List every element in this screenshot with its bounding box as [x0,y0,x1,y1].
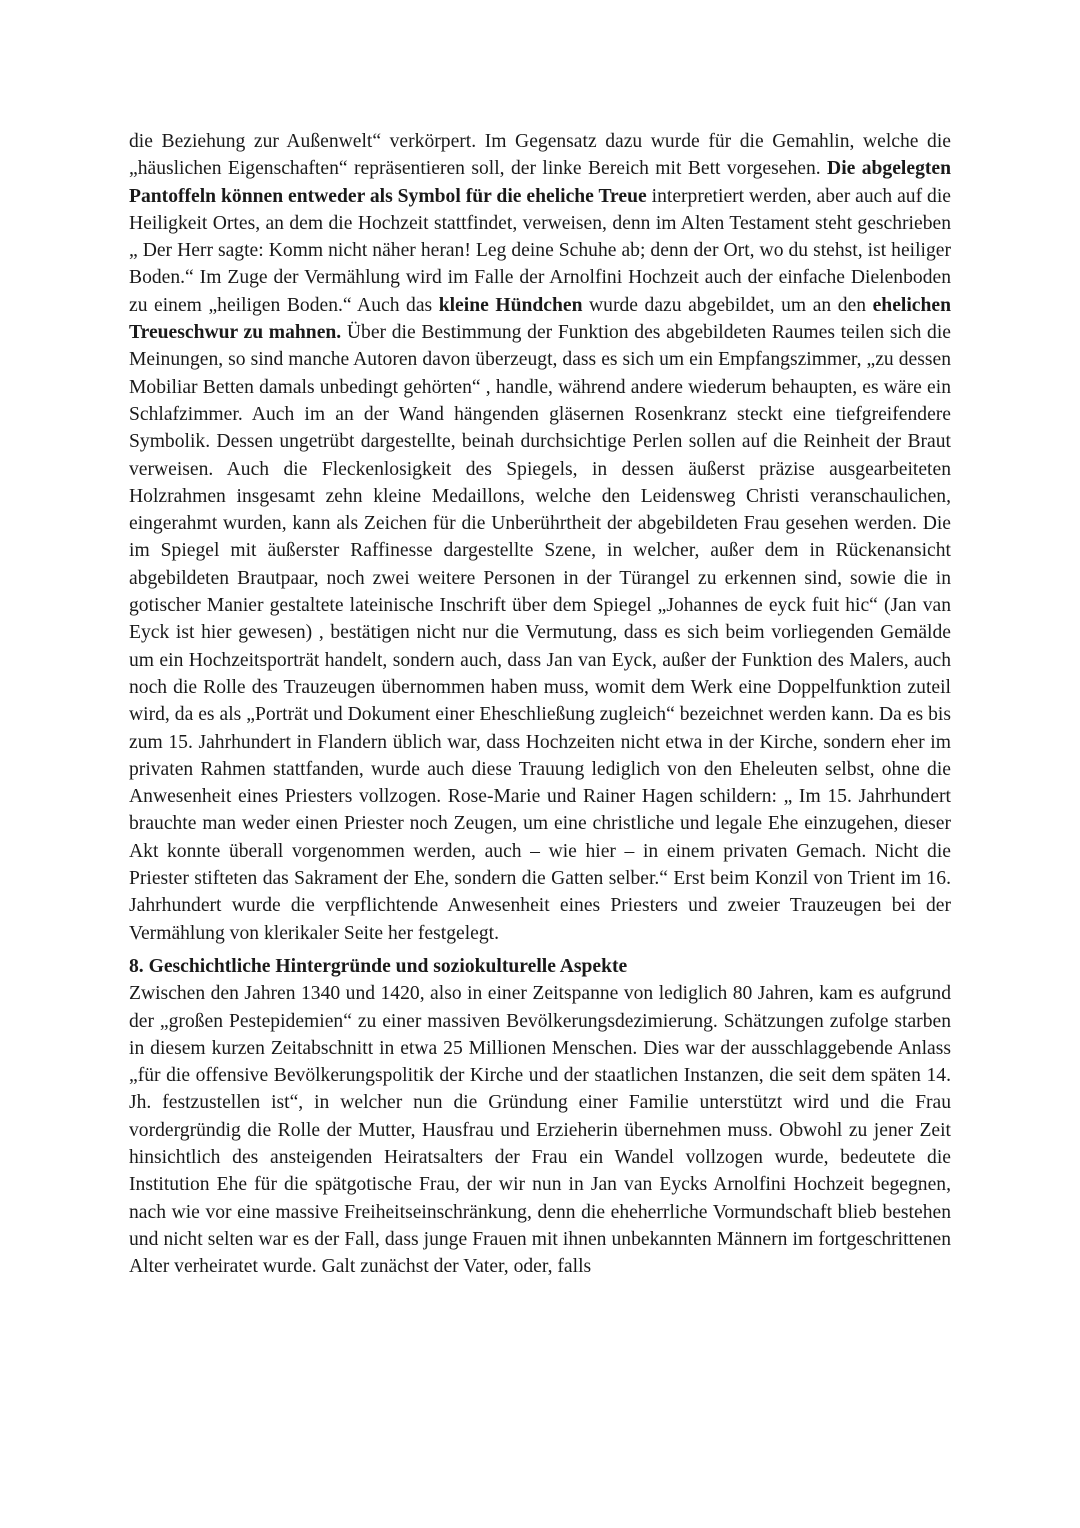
bold-text-run: kleine Hündchen [438,294,583,316]
section-heading: 8. Geschichtliche Hintergründe und soziokulturelle Aspekte [129,955,628,977]
document-page [129,128,951,1280]
text-run: interpretiert werden, aber auch auf die Heiligkeit Ortes, an dem die Hochzeit stattfindet, verweisen, denn im Alten Testament steht geschrieben „ Der Herr sagte: Komm nicht näher heran! Leg deine Schuhe ab; denn der Ort, wo du stehst, ist heiliger Boden.“ Im Zuge der Vermählung wird im Falle der Arnolfini Hochzeit auch der einfache Dielenboden zu einem „heiligen Boden.“ Auch das [129,185,951,316]
text-run: die Beziehung zur Außenwelt“ verkörpert. Im Gegensatz dazu wurde für die Gemahlin, welche die „häuslichen Eigenschaften“ repräsentieren soll, der linke Bereich mit Bett vorgesehen. [129,131,951,180]
text-run: Über die Bestimmung der Funktion des abgebildeten Raumes teilen sich die Meinungen, so sind manche Autoren davon überzeugt, dass es sich um ein Empfangszimmer, „zu dessen Mobiliar Betten damals unbedingt gehörten“ , handle, während andere wiederum behaupten, es wäre ein Schlafzimmer. Auch im an der Wand hängenden gläsernen Rosenkranz steckt eine tiefgreifendere Symbolik. Dessen ungetrübt dargestellte, beinah durchsichtige Perlen sollen auf die Reinheit der Braut verweisen. Auch die Fleckenlosigkeit des Spiegels, in dessen äußerst präzise ausgearbeiteten Holzrahmen insgesamt zehn kleine Medaillons, welche den Leidensweg Christi veranschaulichen, eingerahmt wurden, kann als Zeichen für die Unberührtheit der abgebildeten Frau gesehen werden. Die im Spiegel mit äußerster Raffinesse dargestellte Szene, in welcher, außer dem in Rückenansicht abgebildeten Brautpaar, noch zwei weitere Personen in der Türangel zu erkennen sind, sowie die in gotischer Manier gestaltete lateinische Inschrift über dem Spiegel „Johannes de eyck fuit hic“ (Jan van Eyck ist hier gewesen) , bestätigen nicht nur die Vermutung, dass es sich beim vorliegenden Gemälde um ein Hochzeitsporträt handelt, sondern auch, dass Jan van Eyck, außer der Funktion des Malers, auch noch die Rolle des Trauzeugen übernommen haben muss, womit dem Werk eine Doppelfunktion zuteil wird, da es als „Porträt und Dokument einer Eheschließung zugleich“ bezeichnet werden kann. Da es bis zum 15. Jahrhundert in Flandern üblich war, dass Hochzeiten nicht etwa in der Kirche, sondern eher im privaten Rahmen stattfanden, wurde auch diese Trauung lediglich von den Eheleuten selbst, ohne die Anwesenheit eines Priesters vollzogen. Rose-Marie und Rainer Hagen schildern: „ Im 15. Jahrhundert brauchte man weder einen Priester noch Zeugen, um eine christliche und legale Ehe einzugehen, dieser Akt konnte überall vorgenommen werden, auch – wie hier – in einem privaten Gemach. Nicht die Priester stifteten das Sakrament der Ehe, sondern die Gatten selber.“ Erst beim Konzil von Trient im 16. Jahrhundert wurde die verpflichtende Anwesenheit eines Priesters und zweier Trauzeugen bei der Vermählung von klerikaler Seite her festgelegt. [129,322,951,944]
bold-text-run: Die abgelegten Pantoffeln können entweder als Symbol für die eheliche Treue [129,158,951,207]
body-paragraph-2: Zwischen den Jahren 1340 und 1420, also in einer Zeitspanne von lediglich 80 Jahren, kam es aufgrund der „großen Pestepidemien“ zu einer massiven Bevölkerungsdezimierung. Schätzungen zufolge starben in diesem kurzen Zeitabschnitt in etwa 25 Millionen Menschen. Dies war der ausschlaggebende Anlass „für die offensive Bevölkerungspolitik der Kirche und der staatlichen Instanzen, die seit dem späten 14. Jh. festzustellen ist“, in welcher nun die Gründung einer Familie unterstützt wird und die Frau vordergründig die Rolle der Mutter, Hausfrau und Erzieherin übernehmen muss. Obwohl zu jener Zeit hinsichtlich des ansteigenden Heiratsalters der Frau ein Wandel vollzogen wurde, bedeutete die Institution Ehe für die spätgotische Frau, der wir nun in Jan van Eycks Arnolfini Hochzeit begegnen, nach wie vor eine massive Freiheitseinschränkung, denn die eheherrliche Vormundschaft blieb bestehen und nicht selten war es der Fall, dass junge Frauen mit ihnen unbekannten Männern im fortgeschrittenen Alter verheiratet wurde. Galt zunächst der Vater, oder, falls [129,983,951,1278]
bold-text-run: ehelichen Treueschwur zu mahnen. [129,294,951,344]
text-run: wurde dazu abgebildet, um an den [582,294,873,316]
body-paragraph-1 [129,128,951,947]
